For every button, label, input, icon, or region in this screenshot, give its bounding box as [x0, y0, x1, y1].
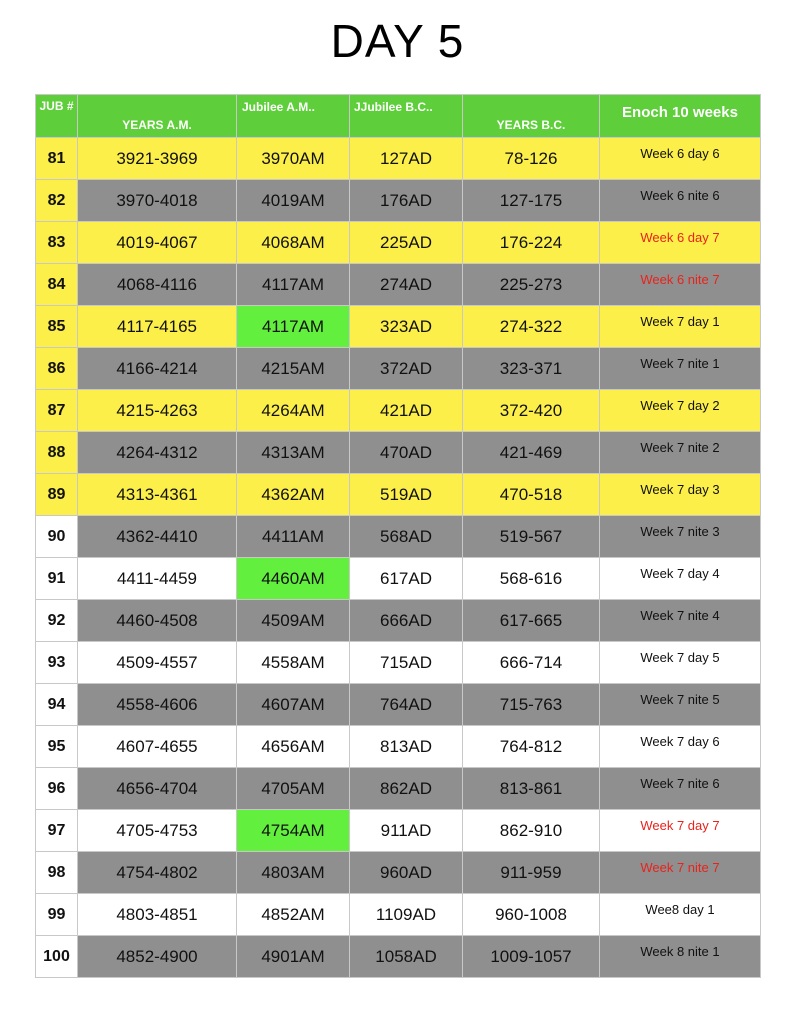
- enoch-cell: Week 7 nite 6: [600, 768, 761, 810]
- table-row: [36, 768, 761, 810]
- enoch-cell: Week 7 nite 5: [600, 684, 761, 726]
- table-row: [36, 894, 761, 936]
- jub-cell: 94: [36, 684, 78, 726]
- jubilee-bc-cell: 127AD: [350, 138, 463, 180]
- jubilee-bc-cell: 568AD: [350, 516, 463, 558]
- jubilee-bc-cell: 764AD: [350, 684, 463, 726]
- years-am-cell: 3921-3969: [78, 138, 237, 180]
- jubilee-am-cell: 4901AM: [237, 936, 350, 978]
- table-row: [36, 642, 761, 684]
- enoch-cell: Week 7 day 7: [600, 810, 761, 852]
- jubilee-bc-cell: 1109AD: [350, 894, 463, 936]
- jub-cell: 97: [36, 810, 78, 852]
- years-bc-cell: 421-469: [463, 432, 600, 474]
- jubilee-bc-cell: 960AD: [350, 852, 463, 894]
- enoch-cell: Week 7 nite 2: [600, 432, 761, 474]
- enoch-cell: Week 7 nite 4: [600, 600, 761, 642]
- jubilee-am-cell: 4362AM: [237, 474, 350, 516]
- years-am-cell: 4411-4459: [78, 558, 237, 600]
- years-bc-cell: 568-616: [463, 558, 600, 600]
- enoch-cell: Week 7 nite 3: [600, 516, 761, 558]
- jub-cell: 81: [36, 138, 78, 180]
- jubilee-am-cell: 4607AM: [237, 684, 350, 726]
- jubilee-am-cell: 4509AM: [237, 600, 350, 642]
- years-bc-cell: 813-861: [463, 768, 600, 810]
- jubilee-bc-cell: 1058AD: [350, 936, 463, 978]
- years-am-cell: 4019-4067: [78, 222, 237, 264]
- years-bc-cell: 715-763: [463, 684, 600, 726]
- jubilee-am-cell: 4411AM: [237, 516, 350, 558]
- jubilee-am-cell: 4754AM: [237, 810, 350, 852]
- years-am-cell: 4656-4704: [78, 768, 237, 810]
- jub-cell: 92: [36, 600, 78, 642]
- jubilee-bc-cell: 617AD: [350, 558, 463, 600]
- jubilee-table: [35, 94, 761, 978]
- table-row: [36, 936, 761, 978]
- jubilee-bc-cell: 372AD: [350, 348, 463, 390]
- jubilee-bc-cell: 862AD: [350, 768, 463, 810]
- years-bc-cell: 764-812: [463, 726, 600, 768]
- table-row: [36, 348, 761, 390]
- page-title: DAY 5: [330, 15, 465, 67]
- enoch-cell: Week 7 day 2: [600, 390, 761, 432]
- jubilee-bc-cell: 813AD: [350, 726, 463, 768]
- years-am-cell: 4362-4410: [78, 516, 237, 558]
- years-am-cell: 4166-4214: [78, 348, 237, 390]
- years-bc-cell: 274-322: [463, 306, 600, 348]
- table-row: [36, 180, 761, 222]
- jubilee-am-cell: 4852AM: [237, 894, 350, 936]
- jubilee-bc-cell: 666AD: [350, 600, 463, 642]
- enoch-cell: Week 7 day 6: [600, 726, 761, 768]
- years-am-cell: 3970-4018: [78, 180, 237, 222]
- jubilee-am-cell: 4117AM: [237, 306, 350, 348]
- enoch-cell: Week 6 nite 6: [600, 180, 761, 222]
- jubilee-am-cell: 4460AM: [237, 558, 350, 600]
- years-bc-cell: 225-273: [463, 264, 600, 306]
- jub-cell: 96: [36, 768, 78, 810]
- jub-cell: 86: [36, 348, 78, 390]
- years-am-cell: 4215-4263: [78, 390, 237, 432]
- years-am-cell: 4705-4753: [78, 810, 237, 852]
- years-bc-cell: 372-420: [463, 390, 600, 432]
- jubilee-bc-cell: 274AD: [350, 264, 463, 306]
- header-years-am: YEARS A.M.: [78, 95, 237, 138]
- table-row: [36, 516, 761, 558]
- jub-cell: 84: [36, 264, 78, 306]
- enoch-cell: Week 6 nite 7: [600, 264, 761, 306]
- years-bc-cell: 911-959: [463, 852, 600, 894]
- years-bc-cell: 127-175: [463, 180, 600, 222]
- table-row: [36, 726, 761, 768]
- years-am-cell: 4754-4802: [78, 852, 237, 894]
- jubilee-am-cell: 4705AM: [237, 768, 350, 810]
- years-bc-cell: 960-1008: [463, 894, 600, 936]
- years-am-cell: 4509-4557: [78, 642, 237, 684]
- years-bc-cell: 1009-1057: [463, 936, 600, 978]
- jub-cell: 88: [36, 432, 78, 474]
- years-am-cell: 4117-4165: [78, 306, 237, 348]
- jub-cell: 91: [36, 558, 78, 600]
- years-bc-cell: 617-665: [463, 600, 600, 642]
- years-am-cell: 4313-4361: [78, 474, 237, 516]
- enoch-cell: Week 7 nite 1: [600, 348, 761, 390]
- jub-cell: 82: [36, 180, 78, 222]
- years-am-cell: 4460-4508: [78, 600, 237, 642]
- table-row: [36, 138, 761, 180]
- enoch-cell: Wee8 day 1: [600, 894, 761, 936]
- years-bc-cell: 666-714: [463, 642, 600, 684]
- years-bc-cell: 78-126: [463, 138, 600, 180]
- enoch-cell: Week 7 day 3: [600, 474, 761, 516]
- header-jubilee-am: Jubilee A.M..: [237, 95, 350, 138]
- years-am-cell: 4068-4116: [78, 264, 237, 306]
- table-row: [36, 432, 761, 474]
- years-am-cell: 4803-4851: [78, 894, 237, 936]
- enoch-cell: Week 7 day 5: [600, 642, 761, 684]
- jubilee-bc-cell: 225AD: [350, 222, 463, 264]
- jubilee-am-cell: 4656AM: [237, 726, 350, 768]
- jub-cell: 93: [36, 642, 78, 684]
- jub-cell: 90: [36, 516, 78, 558]
- header-enoch-weeks: Enoch 10 weeks: [600, 95, 761, 138]
- jubilee-am-cell: 4264AM: [237, 390, 350, 432]
- header-jubilee-bc: JJubilee B.C..: [350, 95, 463, 138]
- enoch-cell: Week 6 day 6: [600, 138, 761, 180]
- jubilee-am-cell: 3970AM: [237, 138, 350, 180]
- jubilee-bc-cell: 323AD: [350, 306, 463, 348]
- jubilee-am-cell: 4803AM: [237, 852, 350, 894]
- jubilee-am-cell: 4215AM: [237, 348, 350, 390]
- table-row: [36, 474, 761, 516]
- table-row: [36, 222, 761, 264]
- years-am-cell: 4852-4900: [78, 936, 237, 978]
- jub-cell: 83: [36, 222, 78, 264]
- jubilee-bc-cell: 470AD: [350, 432, 463, 474]
- table-row: [36, 600, 761, 642]
- jubilee-bc-cell: 911AD: [350, 810, 463, 852]
- jub-cell: 98: [36, 852, 78, 894]
- enoch-cell: Week 7 day 1: [600, 306, 761, 348]
- jubilee-bc-cell: 519AD: [350, 474, 463, 516]
- jubilee-am-cell: 4068AM: [237, 222, 350, 264]
- jubilee-am-cell: 4117AM: [237, 264, 350, 306]
- years-bc-cell: 519-567: [463, 516, 600, 558]
- jub-cell: 85: [36, 306, 78, 348]
- years-bc-cell: 470-518: [463, 474, 600, 516]
- years-bc-cell: 323-371: [463, 348, 600, 390]
- jub-cell: 87: [36, 390, 78, 432]
- years-am-cell: 4607-4655: [78, 726, 237, 768]
- jubilee-bc-cell: 421AD: [350, 390, 463, 432]
- jub-cell: 89: [36, 474, 78, 516]
- enoch-cell: Week 8 nite 1: [600, 936, 761, 978]
- header-years-bc: YEARS B.C.: [463, 95, 600, 138]
- table-row: [36, 558, 761, 600]
- enoch-cell: Week 7 nite 7: [600, 852, 761, 894]
- enoch-cell: Week 7 day 4: [600, 558, 761, 600]
- table-row: [36, 852, 761, 894]
- table-row: [36, 684, 761, 726]
- table-row: [36, 810, 761, 852]
- jubilee-am-cell: 4313AM: [237, 432, 350, 474]
- jubilee-bc-cell: 715AD: [350, 642, 463, 684]
- years-bc-cell: 862-910: [463, 810, 600, 852]
- jubilee-am-cell: 4558AM: [237, 642, 350, 684]
- jub-cell: 99: [36, 894, 78, 936]
- years-am-cell: 4264-4312: [78, 432, 237, 474]
- header-jub: JUB #: [36, 95, 78, 138]
- table-row: [36, 306, 761, 348]
- table-row: [36, 390, 761, 432]
- header-row: [36, 95, 761, 138]
- years-am-cell: 4558-4606: [78, 684, 237, 726]
- jubilee-bc-cell: 176AD: [350, 180, 463, 222]
- years-bc-cell: 176-224: [463, 222, 600, 264]
- jub-cell: 95: [36, 726, 78, 768]
- jubilee-am-cell: 4019AM: [237, 180, 350, 222]
- table-row: [36, 264, 761, 306]
- jub-cell: 100: [36, 936, 78, 978]
- enoch-cell: Week 6 day 7: [600, 222, 761, 264]
